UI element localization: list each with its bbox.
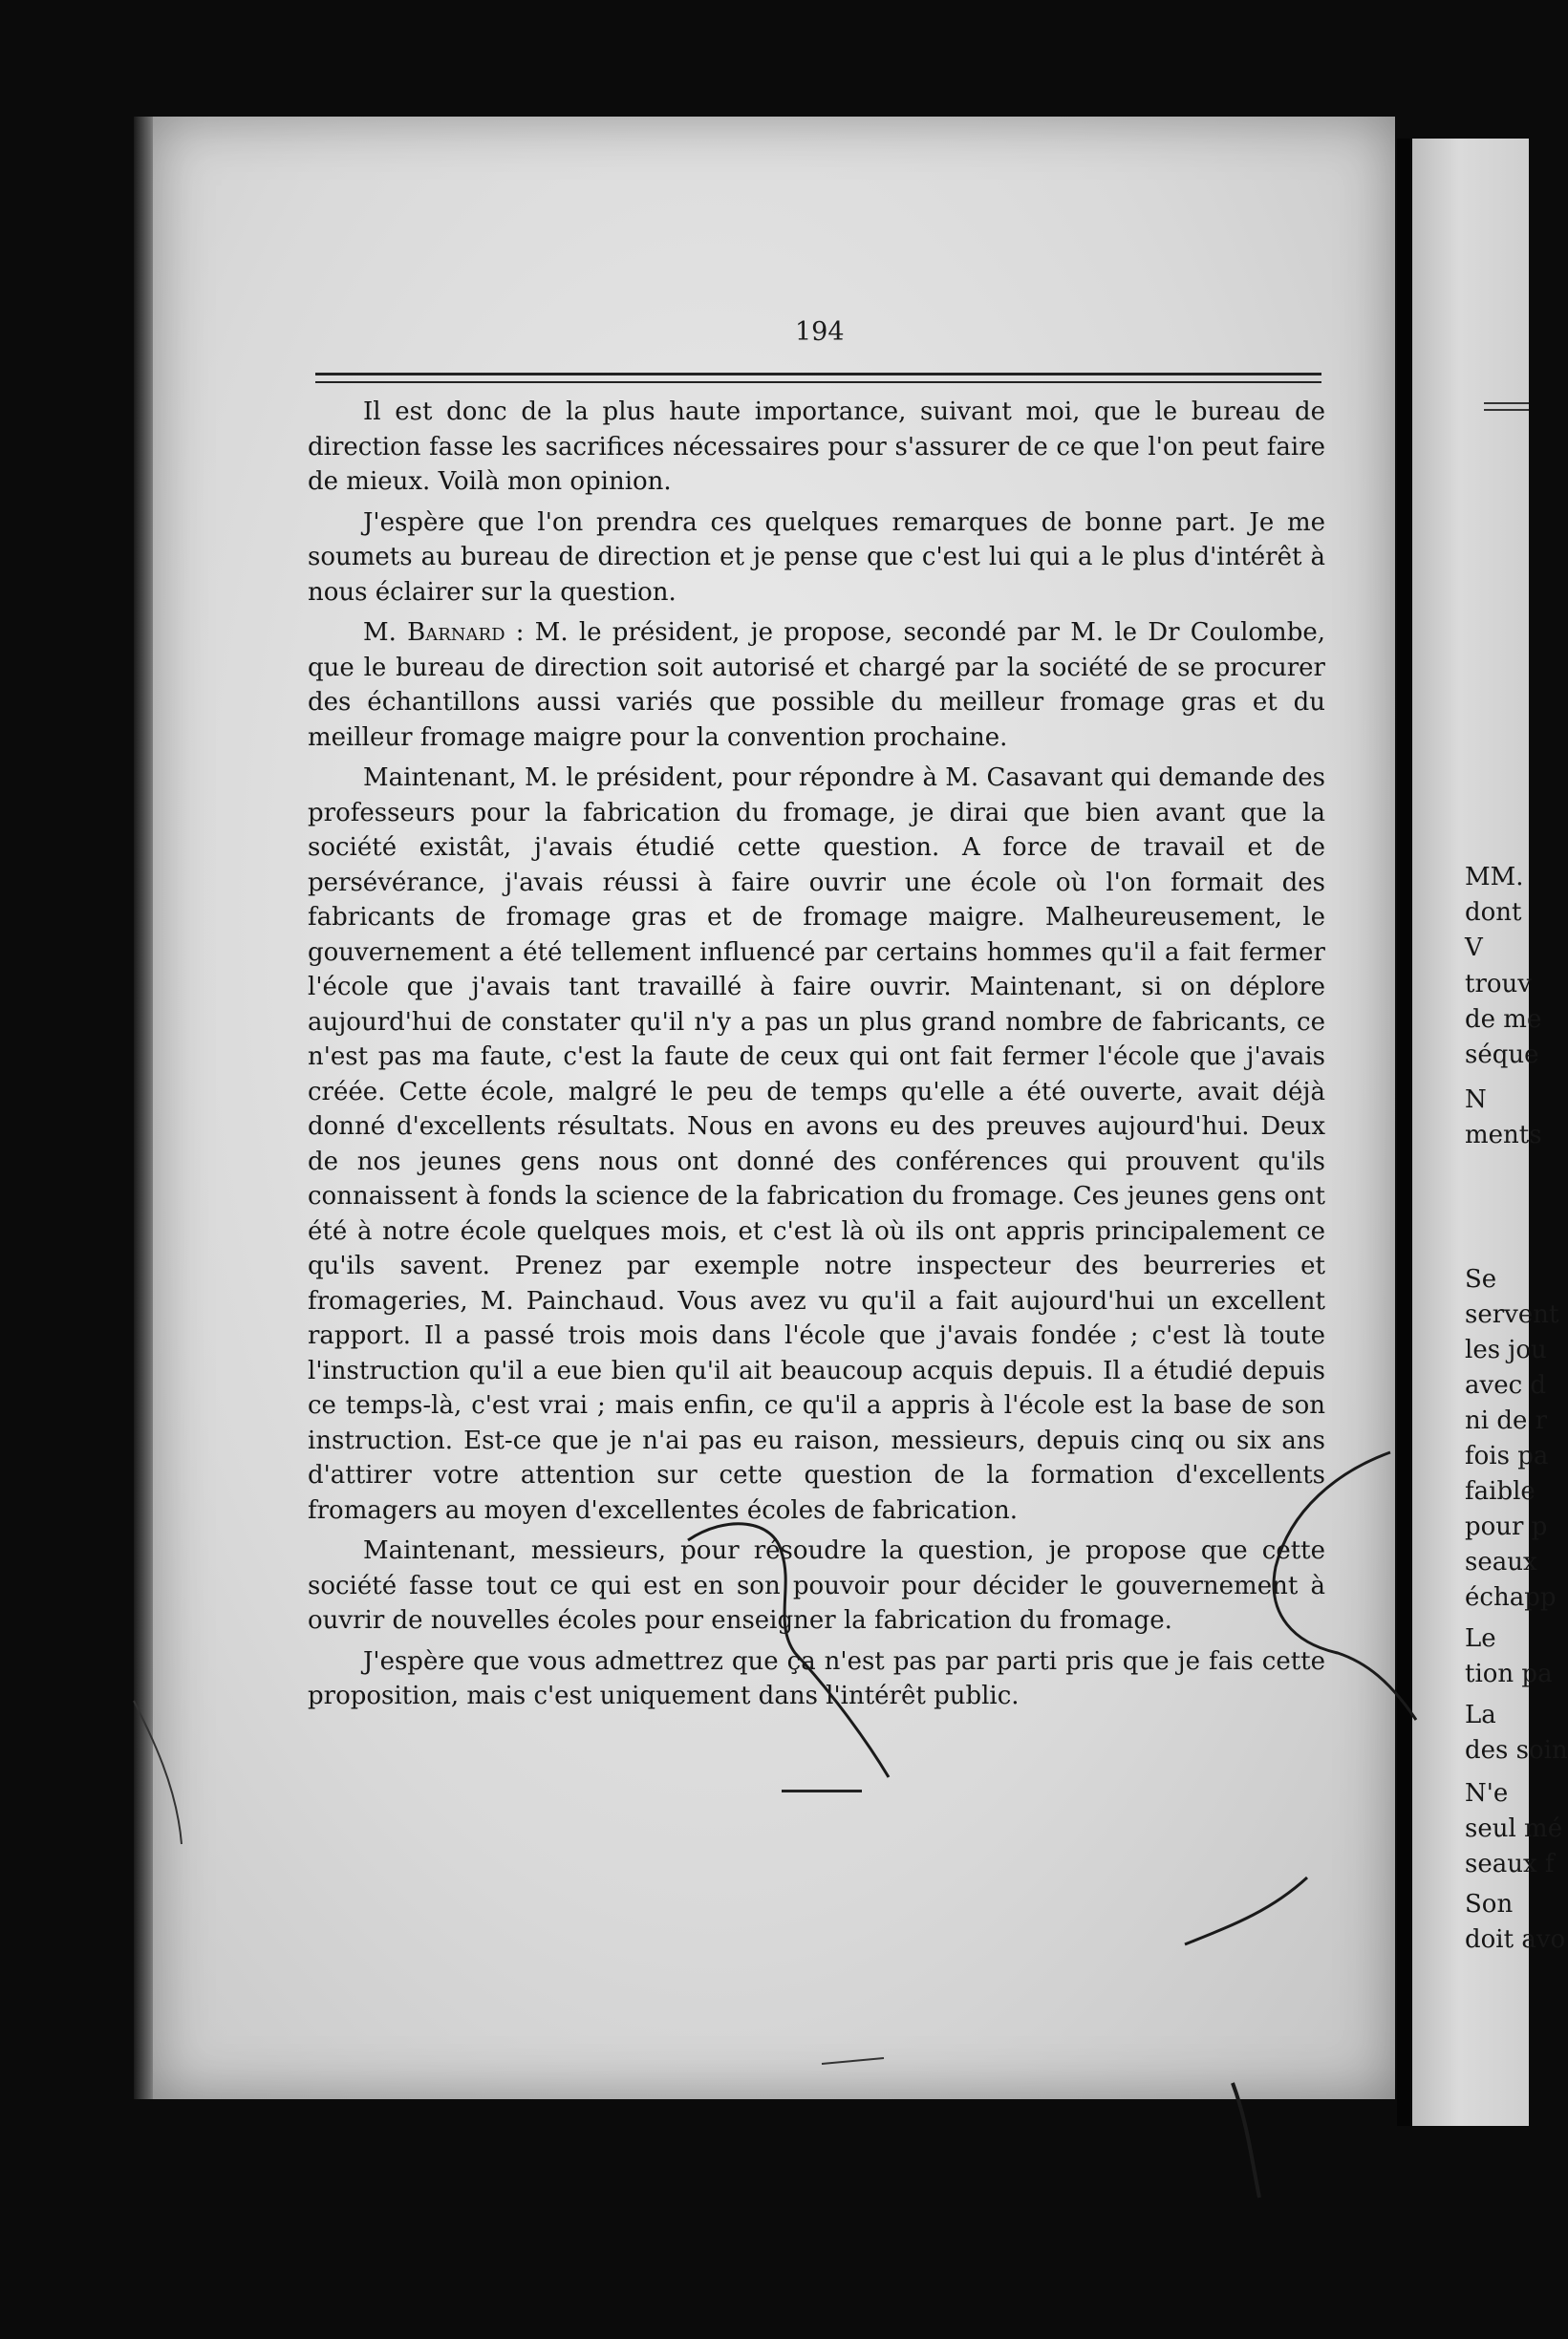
paragraph-5: Maintenant, messieurs, pour résoudre la question, je propose que cette société fasse tout ce qui est en son pouvoir pour décider le gouvernement à ouvrir de nouvelles écoles pour enseigner la fabrication du fromage. (308, 1536, 1325, 1635)
right-fragment: des soin (1465, 1736, 1568, 1765)
header-rule-top (315, 373, 1321, 376)
paragraph-6: J'espère que vous admettrez que ça n'est pas par parti pris que je fais cette proposition, mais c'est uniquement dans l'intérêt public. (308, 1646, 1325, 1710)
book-binding (1397, 139, 1410, 2126)
header-rule-bottom (315, 381, 1321, 383)
right-fragment: N (1465, 1085, 1487, 1114)
right-page-text (1465, 0, 1568, 2339)
right-fragment: N'e (1465, 1779, 1509, 1808)
speaker-name: M. Barnard (363, 618, 505, 647)
right-fragment: doit avo (1465, 1925, 1566, 1954)
right-fragment: séque (1465, 1041, 1539, 1069)
right-fragment: seaux f (1465, 1850, 1555, 1878)
right-fragment: fois pa (1465, 1442, 1549, 1470)
paragraph-3 (308, 615, 1325, 755)
closing-rule (782, 1790, 862, 1792)
right-fragment: ments (1465, 1121, 1542, 1149)
right-fragment: Le (1465, 1624, 1496, 1653)
right-fragment: trouv (1465, 970, 1532, 998)
right-fragment: dont (1465, 898, 1522, 927)
right-fragment: V (1465, 933, 1483, 962)
paragraph-1: Il est donc de la plus haute importance, suivant moi, que le bureau de direction fasse les sacrifices nécessaires pour s'assurer de ce que l'on peut faire de mieux. Voilà mon opinion. (308, 397, 1325, 496)
right-fragment: ni de r (1465, 1406, 1548, 1435)
right-fragment: seul mé (1465, 1814, 1563, 1843)
right-fragment: Se (1465, 1265, 1497, 1294)
speaker-text: : M. le président, je propose, secondé par M. le Dr Coulombe, que le bureau de direction soit autorisé et chargé par la société de se procurer des échantillons aussi variés que possible du meilleur fromage gras et du meilleur fromage maigre pour la convention prochaine. (308, 618, 1326, 752)
right-fragment: avec d (1465, 1371, 1547, 1400)
page-number: 194 (795, 317, 845, 347)
right-fragment: tion pa (1465, 1660, 1553, 1688)
right-fragment: échapp (1465, 1583, 1557, 1612)
paragraph-4: Maintenant, M. le président, pour répondre à M. Casavant qui demande des professeurs pour la fabrication du fromage, je dirai que bien avant que la société existât, j'avais étudié cette question. A force de travail et de persévérance, j'avais réussi à faire ouvrir une école où l'on formait des fabricants de fromage gras et de fromage maigre. Malheureusement, le gouvernement a été tellement influencé par certains hommes qu'il a fait fermer l'école que j'avais tant travaillé à faire ouvrir. Maintenant, si on déplore aujourd'hui de constater qu'il n'y a pas un plus grand nombre de fabricants, ce n'est pas ma faute, c'est la faute de ceux qui ont fait fermer l'école que j'avais créée. Cette école, malgré le peu de temps qu'elle a été ouverte, avait déjà donné d'excellents résultats. Nous en avons eu des preuves aujourd'hui. Deux de nos jeunes gens nous ont donné des conférences qui prouvent qu'ils connaissent à fonds la science de la fabrication du fromage. Ces jeunes gens ont été à notre école quelques mois, et c'est là où ils ont appris principalement ce qu'ils savent. Prenez par exemple notre inspecteur des beurreries et fromageries, M. Painchaud. Vous avez vu qu'il a fait aujourd'hui un excellent rapport. Il a passé trois mois dans l'école que j'avais fondée ; c'est là toute l'instruction qu'il a eue bien qu'il ait beaucoup acquis depuis. Il a étudié depuis ce temps-là, c'est vrai ; mais enfin, ce qu'il a appris à l'école est la base de son instruction. Est-ce que je n'ai pas eu raison, messieurs, depuis cinq ou six ans d'attirer votre attention sur cette question de la formation d'excellents fromagers au moyen d'excellentes écoles de fabrication. (308, 763, 1325, 1525)
right-fragment: La (1465, 1701, 1496, 1729)
right-fragment: Son (1465, 1890, 1514, 1919)
right-fragment: les jou (1465, 1336, 1547, 1364)
paragraph-2: J'espère que l'on prendra ces quelques remarques de bonne part. Je me soumets au bureau de direction et je pense que c'est lui qui a le plus d'intérêt à nous éclairer sur la question. (308, 507, 1325, 607)
right-fragment: seaux (1465, 1548, 1537, 1577)
body-text (308, 395, 1325, 1720)
right-fragment: de me (1465, 1005, 1542, 1034)
right-fragment: MM. (1465, 863, 1524, 891)
right-fragment: pour p (1465, 1513, 1548, 1541)
right-fragment: faible (1465, 1477, 1536, 1506)
right-fragment: servent (1465, 1300, 1559, 1329)
